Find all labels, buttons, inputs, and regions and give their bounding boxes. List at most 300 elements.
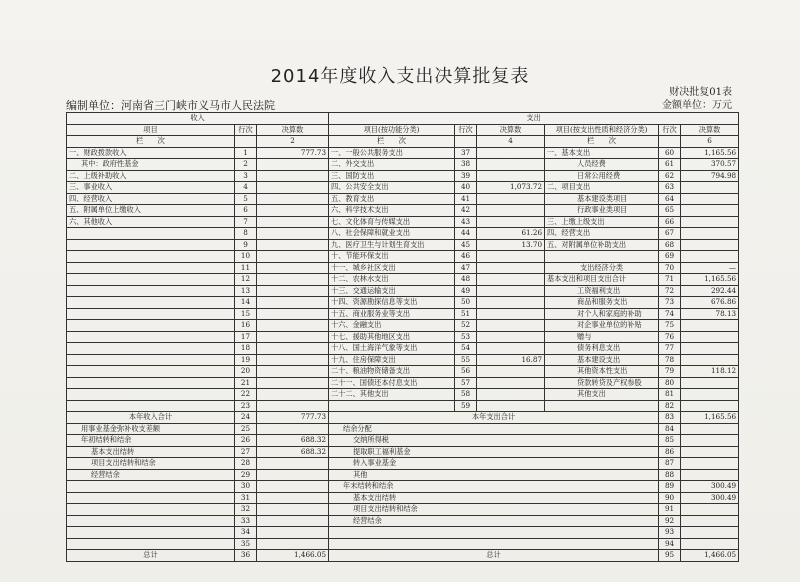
row-number: 23 (235, 400, 257, 412)
lanci-num: 4 (477, 136, 545, 148)
income-amount (257, 492, 329, 504)
table-row (67, 308, 739, 320)
expense-econ-amount (681, 354, 739, 366)
expense-func-amount (477, 193, 545, 205)
form-code-block (662, 86, 732, 112)
income-item: 用事业基金弥补收支差额 (67, 423, 235, 435)
row-number: 10 (235, 251, 257, 263)
table-row (67, 504, 739, 516)
income-amount (257, 159, 329, 171)
income-amount (257, 251, 329, 263)
income-amount (257, 274, 329, 286)
col-func-item: 项目(按功能分类) (329, 124, 455, 136)
row-number: 43 (455, 216, 477, 228)
expense-func-item: 十六、金融支出 (329, 320, 455, 332)
income-item (67, 538, 235, 550)
row-number: 62 (659, 170, 681, 182)
row-number: 87 (659, 458, 681, 470)
expense-func-item: 十五、商业服务业等支出 (329, 308, 455, 320)
income-amount: 688.32 (257, 446, 329, 458)
expense-func-amount (477, 285, 545, 297)
row-number: 34 (235, 527, 257, 539)
expense-func-item: 十七、援助其他地区支出 (329, 331, 455, 343)
table-row (67, 354, 739, 366)
row-number: 8 (235, 228, 257, 240)
income-item (67, 527, 235, 539)
income-amount (257, 504, 329, 516)
table-row (67, 182, 739, 194)
expense-item (329, 527, 659, 539)
row-number: 15 (235, 308, 257, 320)
col-amount: 决算数 (257, 124, 329, 136)
expense-econ-amount (681, 216, 739, 228)
table-row (67, 297, 739, 309)
table-row (67, 527, 739, 539)
income-item (67, 481, 235, 493)
income-amount (257, 515, 329, 527)
income-item (67, 320, 235, 332)
row-number: 47 (455, 262, 477, 274)
expense-econ-amount (681, 251, 739, 263)
row-number: 35 (235, 538, 257, 550)
expense-item: 基本支出结转 (329, 492, 659, 504)
row-number: 14 (235, 297, 257, 309)
expense-econ-item: 商品和服务支出 (545, 297, 659, 309)
expense-econ-item: 其他资本性支出 (545, 366, 659, 378)
table-row (67, 492, 739, 504)
expense-econ-item: 五、对附属单位补助支出 (545, 239, 659, 251)
table-row (67, 412, 739, 424)
row-number: 44 (455, 228, 477, 240)
table-row (67, 320, 739, 332)
row-number: 17 (235, 331, 257, 343)
income-amount: 1,466.05 (257, 550, 329, 562)
row-number: 33 (235, 515, 257, 527)
row-number: 72 (659, 285, 681, 297)
row-number: 6 (235, 205, 257, 217)
income-amount (257, 400, 329, 412)
expense-func-amount (477, 343, 545, 355)
row-number: 18 (235, 343, 257, 355)
row-number: 50 (455, 297, 477, 309)
income-item (67, 389, 235, 401)
row-number: 92 (659, 515, 681, 527)
table-row (67, 251, 739, 263)
row-number: 39 (455, 170, 477, 182)
page-title: 2014年度收入支出决算批复表 (270, 66, 530, 87)
expense-econ-amount (681, 239, 739, 251)
expense-econ-amount (681, 331, 739, 343)
expense-econ-amount (681, 182, 739, 194)
income-item: 三、事业收入 (67, 182, 235, 194)
row-number: 20 (235, 366, 257, 378)
expense-item: 其他 (329, 469, 659, 481)
form-code: 财决批复01表 (669, 87, 732, 98)
row-number: 61 (659, 159, 681, 171)
budget-table (66, 112, 739, 562)
table-body (67, 113, 739, 562)
expense-amount (681, 446, 739, 458)
row-number: 58 (455, 389, 477, 401)
income-item: 年初结转和结余 (67, 435, 235, 447)
expense-func-item: 十八、国土海洋气象等支出 (329, 343, 455, 355)
table-row (67, 228, 739, 240)
income-amount (257, 228, 329, 240)
row-number: 86 (659, 446, 681, 458)
row-number: 4 (235, 182, 257, 194)
expense-func-item: 十九、住房保障支出 (329, 354, 455, 366)
income-item: 基本支出结转 (67, 446, 235, 458)
col-row: 行次 (659, 124, 681, 136)
row-number: 71 (659, 274, 681, 286)
row-number: 13 (235, 285, 257, 297)
income-item: 四、经营收入 (67, 193, 235, 205)
expense-econ-item: 一、基本支出 (545, 147, 659, 159)
row-number: 42 (455, 205, 477, 217)
row-number: 56 (455, 366, 477, 378)
expense-item: 年末结转和结余 (329, 481, 659, 493)
expense-amount: 1,165.56 (681, 412, 739, 424)
table-row (67, 458, 739, 470)
row-number: 59 (455, 400, 477, 412)
lanci-label: 栏 次 (329, 136, 455, 148)
expense-econ-amount (681, 389, 739, 401)
expense-item: 转入事业基金 (329, 458, 659, 470)
row-number: 63 (659, 182, 681, 194)
expense-econ-amount: 292.44 (681, 285, 739, 297)
row-number: 49 (455, 285, 477, 297)
expense-func-amount (477, 377, 545, 389)
expense-item: 提取职工福利基金 (329, 446, 659, 458)
reporting-unit: 编制单位：河南省三门峡市义马市人民法院 (66, 99, 275, 112)
row-number: 5 (235, 193, 257, 205)
income-item (67, 274, 235, 286)
lanci-label: 栏 次 (67, 136, 235, 148)
lanci-label: 栏 次 (545, 136, 659, 148)
income-amount (257, 377, 329, 389)
expense-amount (681, 469, 739, 481)
table-row (67, 285, 739, 297)
row-number: 3 (235, 170, 257, 182)
row-number: 53 (455, 331, 477, 343)
row-number: 16 (235, 320, 257, 332)
income-amount (257, 458, 329, 470)
expense-func-amount (477, 400, 545, 412)
row-number: 94 (659, 538, 681, 550)
income-item (67, 228, 235, 240)
col-econ-item: 项目(按支出性质和经济分类) (545, 124, 659, 136)
expense-func-item: 二十、粮油物资储备支出 (329, 366, 455, 378)
row-number: 38 (455, 159, 477, 171)
income-amount: 777.73 (257, 147, 329, 159)
income-amount (257, 343, 329, 355)
expense-func-amount (477, 251, 545, 263)
table-row (67, 377, 739, 389)
expense-econ-item: 其他支出 (545, 389, 659, 401)
row-number: 73 (659, 297, 681, 309)
income-item (67, 377, 235, 389)
expense-func-amount: 1,073.72 (477, 182, 545, 194)
row-number: 89 (659, 481, 681, 493)
expense-amount: 300.49 (681, 481, 739, 493)
lanci-num: 2 (257, 136, 329, 148)
row-number: 51 (455, 308, 477, 320)
income-amount (257, 182, 329, 194)
income-amount (257, 239, 329, 251)
row-number: 81 (659, 389, 681, 401)
income-item: 经营结余 (67, 469, 235, 481)
income-item (67, 366, 235, 378)
row-number: 95 (659, 550, 681, 562)
row-number: 90 (659, 492, 681, 504)
expense-func-item: 七、文化体育与传媒支出 (329, 216, 455, 228)
income-amount (257, 538, 329, 550)
expense-func-item: 五、教育支出 (329, 193, 455, 205)
row-number: 69 (659, 251, 681, 263)
expense-amount (681, 538, 739, 550)
income-amount (257, 331, 329, 343)
expense-econ-amount (681, 377, 739, 389)
header-row-columns (67, 124, 739, 136)
header-row-lanci (67, 136, 739, 148)
income-amount (257, 354, 329, 366)
expense-econ-item: 基本建设支出 (545, 354, 659, 366)
income-item (67, 515, 235, 527)
col-row: 行次 (235, 124, 257, 136)
expense-amount (681, 504, 739, 516)
income-item (67, 308, 235, 320)
income-item (67, 400, 235, 412)
row-number: 66 (659, 216, 681, 228)
expense-econ-amount (681, 343, 739, 355)
row-number: 36 (235, 550, 257, 562)
row-number: 74 (659, 308, 681, 320)
income-item (67, 297, 235, 309)
expense-econ-amount: 118.12 (681, 366, 739, 378)
row-number: 48 (455, 274, 477, 286)
expense-func-amount (477, 262, 545, 274)
expense-func-item: 十三、交通运输支出 (329, 285, 455, 297)
expense-func-amount (477, 331, 545, 343)
row-number: 54 (455, 343, 477, 355)
expense-func-item: 三、国防支出 (329, 170, 455, 182)
row-number: 82 (659, 400, 681, 412)
expense-func-amount (477, 147, 545, 159)
income-item: 本年收入合计 (67, 412, 235, 424)
empty-cell (659, 136, 681, 148)
income-amount: 688.32 (257, 435, 329, 447)
expense-func-item: 二十一、国债还本付息支出 (329, 377, 455, 389)
row-number: 77 (659, 343, 681, 355)
row-number: 25 (235, 423, 257, 435)
row-number: 76 (659, 331, 681, 343)
expense-amount (681, 458, 739, 470)
income-item (67, 262, 235, 274)
expense-item: 总计 (329, 550, 659, 562)
income-amount (257, 481, 329, 493)
row-number: 68 (659, 239, 681, 251)
row-number: 7 (235, 216, 257, 228)
expense-econ-amount: 370.57 (681, 159, 739, 171)
expense-amount (681, 527, 739, 539)
expense-func-item: 八、社会保障和就业支出 (329, 228, 455, 240)
expense-econ-item: 工资福利支出 (545, 285, 659, 297)
row-number: 67 (659, 228, 681, 240)
expense-econ-amount: — (681, 262, 739, 274)
expense-econ-amount: 676.86 (681, 297, 739, 309)
row-number: 27 (235, 446, 257, 458)
row-number: 80 (659, 377, 681, 389)
table-row (67, 435, 739, 447)
row-number: 65 (659, 205, 681, 217)
row-number: 29 (235, 469, 257, 481)
table-row (67, 550, 739, 562)
income-amount (257, 297, 329, 309)
expense-func-item: 十一、城乡社区支出 (329, 262, 455, 274)
income-header: 收入 (67, 113, 329, 125)
income-amount (257, 170, 329, 182)
table-row (67, 423, 739, 435)
income-amount (257, 527, 329, 539)
table-row (67, 469, 739, 481)
expense-func-item: 二十二、其他支出 (329, 389, 455, 401)
row-number: 19 (235, 354, 257, 366)
expense-econ-amount (681, 205, 739, 217)
row-number: 64 (659, 193, 681, 205)
row-number: 70 (659, 262, 681, 274)
col-amount: 决算数 (477, 124, 545, 136)
table-row (67, 400, 739, 412)
row-number: 41 (455, 193, 477, 205)
expense-func-amount (477, 159, 545, 171)
table-row (67, 193, 739, 205)
income-amount: 777.73 (257, 412, 329, 424)
row-number: 52 (455, 320, 477, 332)
expense-item: 经营结余 (329, 515, 659, 527)
row-number: 22 (235, 389, 257, 401)
income-item: 二、上级补助收入 (67, 170, 235, 182)
expense-func-amount (477, 170, 545, 182)
table-row (67, 538, 739, 550)
expense-amount (681, 515, 739, 527)
income-amount (257, 366, 329, 378)
row-number: 93 (659, 527, 681, 539)
expense-econ-item: 日常公用经费 (545, 170, 659, 182)
row-number: 9 (235, 239, 257, 251)
income-item: 项目支出结转和结余 (67, 458, 235, 470)
col-row: 行次 (455, 124, 477, 136)
row-number: 57 (455, 377, 477, 389)
row-number: 85 (659, 435, 681, 447)
header-row-section (67, 113, 739, 125)
table-row (67, 274, 739, 286)
expense-func-item: 一、一般公共服务支出 (329, 147, 455, 159)
expense-econ-item: 对企事业单位的补贴 (545, 320, 659, 332)
row-number: 78 (659, 354, 681, 366)
expense-func-amount: 61.26 (477, 228, 545, 240)
expense-econ-amount (681, 228, 739, 240)
expense-econ-item: 对个人和家庭的补助 (545, 308, 659, 320)
row-number: 24 (235, 412, 257, 424)
col-item: 项目 (67, 124, 235, 136)
row-number: 88 (659, 469, 681, 481)
expense-item: 项目支出结转和结余 (329, 504, 659, 516)
expense-func-item: 二、外交支出 (329, 159, 455, 171)
expense-func-amount (477, 308, 545, 320)
row-number: 91 (659, 504, 681, 516)
table-row (67, 170, 739, 182)
expense-econ-item: 基本支出和项目支出合计 (545, 274, 659, 286)
expense-item: 本年支出合计 (329, 412, 659, 424)
expense-econ-item: 支出经济分类 (545, 262, 659, 274)
row-number: 55 (455, 354, 477, 366)
expense-func-amount (477, 216, 545, 228)
table-row (67, 205, 739, 217)
table-row (67, 239, 739, 251)
income-item: 其中：政府性基金 (67, 159, 235, 171)
expense-func-item: 十、节能环保支出 (329, 251, 455, 263)
lanci-num: 6 (681, 136, 739, 148)
row-number: 84 (659, 423, 681, 435)
expense-func-item: 六、科学技术支出 (329, 205, 455, 217)
expense-econ-item: 行政事业类项目 (545, 205, 659, 217)
table-row (67, 216, 739, 228)
expense-amount: 1,466.05 (681, 550, 739, 562)
table-row (67, 366, 739, 378)
row-number: 32 (235, 504, 257, 516)
expense-func-amount (477, 297, 545, 309)
row-number: 37 (455, 147, 477, 159)
expense-econ-amount: 1,165.56 (681, 147, 739, 159)
income-amount (257, 262, 329, 274)
expense-header: 支出 (329, 113, 739, 125)
expense-func-item: 十二、农林水支出 (329, 274, 455, 286)
table-row (67, 147, 739, 159)
income-amount (257, 423, 329, 435)
expense-func-item: 四、公共安全支出 (329, 182, 455, 194)
row-number: 12 (235, 274, 257, 286)
row-number: 46 (455, 251, 477, 263)
row-number: 30 (235, 481, 257, 493)
table-row (67, 515, 739, 527)
row-number: 28 (235, 458, 257, 470)
expense-econ-item (545, 251, 659, 263)
expense-amount (681, 423, 739, 435)
table-row (67, 331, 739, 343)
income-item (67, 343, 235, 355)
income-item (67, 285, 235, 297)
expense-item: 交纳所得税 (329, 435, 659, 447)
income-item (67, 251, 235, 263)
expense-econ-amount (681, 320, 739, 332)
income-amount (257, 308, 329, 320)
row-number: 60 (659, 147, 681, 159)
row-number: 45 (455, 239, 477, 251)
income-amount (257, 216, 329, 228)
expense-econ-item: 三、上缴上级支出 (545, 216, 659, 228)
income-amount (257, 469, 329, 481)
expense-item (329, 538, 659, 550)
income-item (67, 354, 235, 366)
income-amount (257, 285, 329, 297)
table-row (67, 481, 739, 493)
expense-econ-item: 四、经营支出 (545, 228, 659, 240)
expense-item: 结余分配 (329, 423, 659, 435)
row-number: 79 (659, 366, 681, 378)
row-number: 31 (235, 492, 257, 504)
expense-func-item: 十四、资源勘探信息等支出 (329, 297, 455, 309)
expense-econ-item: 基本建设类项目 (545, 193, 659, 205)
